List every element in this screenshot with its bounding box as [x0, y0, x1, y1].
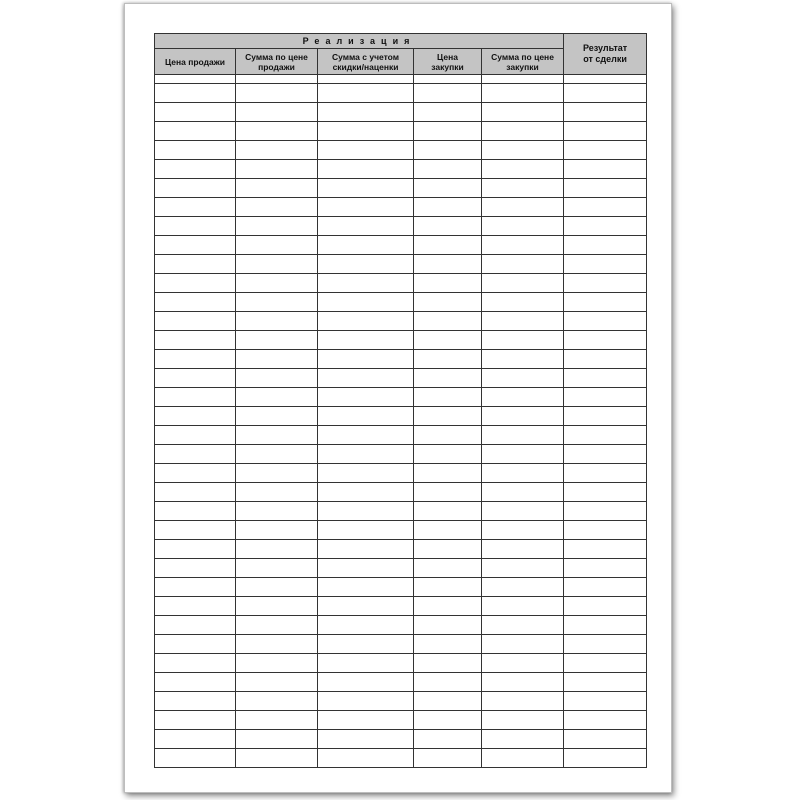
table-cell	[482, 198, 564, 217]
table-cell	[155, 597, 236, 616]
table-cell	[414, 255, 482, 274]
table-cell	[564, 84, 647, 103]
table-cell	[318, 141, 414, 160]
table-cell	[236, 179, 318, 198]
header-label-line: скидки/наценки	[332, 61, 399, 72]
table-cell	[564, 711, 647, 730]
table-cell	[564, 75, 647, 84]
table-cell	[318, 84, 414, 103]
table-cell	[236, 122, 318, 141]
table-row	[155, 312, 647, 331]
table-cell	[236, 578, 318, 597]
table-cell	[318, 673, 414, 692]
table-cell	[482, 540, 564, 559]
table-cell	[318, 654, 414, 673]
table-cell	[482, 616, 564, 635]
table-cell	[155, 331, 236, 350]
table-cell	[318, 255, 414, 274]
table-cell	[236, 673, 318, 692]
table-cell	[414, 84, 482, 103]
table-row	[155, 407, 647, 426]
table-cell	[318, 312, 414, 331]
table-cell	[564, 426, 647, 445]
table-cell	[236, 464, 318, 483]
table-row	[155, 616, 647, 635]
table-cell	[318, 407, 414, 426]
header-label-line: Результат	[582, 43, 628, 53]
table-row	[155, 540, 647, 559]
table-cell	[414, 502, 482, 521]
table-cell	[482, 141, 564, 160]
table-cell	[155, 160, 236, 179]
table-cell	[318, 578, 414, 597]
table-cell	[414, 141, 482, 160]
table-cell	[482, 217, 564, 236]
header-label-line: Цена продажи	[164, 56, 226, 67]
table-cell	[318, 559, 414, 578]
table-cell	[318, 426, 414, 445]
table-cell	[482, 331, 564, 350]
table-cell	[236, 103, 318, 122]
table-cell	[318, 483, 414, 502]
table-cell	[236, 236, 318, 255]
table-cell	[482, 711, 564, 730]
table-cell	[155, 692, 236, 711]
table-cell	[414, 350, 482, 369]
table-cell	[564, 654, 647, 673]
table-cell	[155, 84, 236, 103]
table-cell	[236, 75, 318, 84]
table-cell	[236, 293, 318, 312]
table-row	[155, 445, 647, 464]
table-cell	[564, 673, 647, 692]
table-cell	[236, 521, 318, 540]
table-row	[155, 274, 647, 293]
table-cell	[482, 673, 564, 692]
table-cell	[236, 84, 318, 103]
table-row	[155, 141, 647, 160]
table-cell	[236, 369, 318, 388]
table-cell	[482, 635, 564, 654]
table-cell	[155, 654, 236, 673]
table-cell	[414, 578, 482, 597]
table-cell	[236, 635, 318, 654]
table-cell	[236, 692, 318, 711]
header-spacer-row	[155, 75, 647, 84]
table-cell	[236, 597, 318, 616]
table-row	[155, 179, 647, 198]
table-cell	[564, 369, 647, 388]
table-cell	[236, 217, 318, 236]
table-cell	[318, 274, 414, 293]
table-cell	[482, 692, 564, 711]
table-cell	[236, 616, 318, 635]
table-cell	[564, 198, 647, 217]
table-cell	[155, 673, 236, 692]
table-cell	[414, 673, 482, 692]
table-cell	[236, 426, 318, 445]
table-cell	[414, 616, 482, 635]
table-row	[155, 331, 647, 350]
table-cell	[155, 198, 236, 217]
table-row	[155, 122, 647, 141]
table-cell	[564, 483, 647, 502]
table-cell	[155, 217, 236, 236]
table-cell	[564, 179, 647, 198]
table-row	[155, 293, 647, 312]
table-cell	[414, 483, 482, 502]
table-cell	[155, 635, 236, 654]
table-row	[155, 160, 647, 179]
table-cell	[155, 369, 236, 388]
table-cell	[564, 692, 647, 711]
table-cell	[155, 749, 236, 768]
table-cell	[482, 730, 564, 749]
table-cell	[414, 369, 482, 388]
table-row	[155, 711, 647, 730]
table-row	[155, 84, 647, 103]
table-cell	[318, 711, 414, 730]
table-cell	[155, 521, 236, 540]
table-cell	[482, 426, 564, 445]
table-cell	[155, 616, 236, 635]
header-purchase-amount	[482, 49, 564, 75]
table-cell	[155, 274, 236, 293]
table-cell	[564, 616, 647, 635]
table-cell	[414, 540, 482, 559]
table-cell	[564, 597, 647, 616]
table-cell	[236, 274, 318, 293]
table-cell	[482, 103, 564, 122]
table-cell	[318, 331, 414, 350]
table-cell	[318, 540, 414, 559]
table-cell	[155, 540, 236, 559]
table-cell	[318, 597, 414, 616]
table-cell	[564, 236, 647, 255]
header-sale-price	[155, 49, 236, 75]
table-cell	[414, 521, 482, 540]
table-cell	[414, 312, 482, 331]
table-cell	[318, 160, 414, 179]
table-cell	[482, 559, 564, 578]
table-cell	[414, 122, 482, 141]
table-cell	[236, 350, 318, 369]
table-cell	[236, 730, 318, 749]
table-cell	[564, 388, 647, 407]
table-cell	[318, 749, 414, 768]
table-cell	[155, 179, 236, 198]
table-cell	[236, 388, 318, 407]
table-cell	[318, 103, 414, 122]
table-cell	[564, 122, 647, 141]
sales-ledger-table	[154, 33, 647, 768]
table-cell	[236, 502, 318, 521]
table-cell	[318, 388, 414, 407]
header-label-line: Сумма с учетом	[331, 51, 400, 62]
table-cell	[318, 635, 414, 654]
table-cell	[414, 103, 482, 122]
table-cell	[318, 75, 414, 84]
table-cell	[482, 255, 564, 274]
table-row	[155, 730, 647, 749]
table-cell	[564, 502, 647, 521]
table-cell	[318, 217, 414, 236]
table-cell	[564, 521, 647, 540]
table-cell	[482, 312, 564, 331]
table-cell	[414, 445, 482, 464]
table-row	[155, 217, 647, 236]
table-cell	[564, 749, 647, 768]
header-label-line: от сделки	[583, 54, 627, 64]
table-cell	[564, 559, 647, 578]
header-deal-result	[564, 34, 647, 75]
header-label-line: закупки	[431, 61, 464, 72]
table-cell	[236, 407, 318, 426]
table-cell	[414, 711, 482, 730]
table-cell	[414, 75, 482, 84]
table-cell	[155, 426, 236, 445]
table-cell	[236, 198, 318, 217]
table-cell	[414, 388, 482, 407]
table-row	[155, 103, 647, 122]
table-cell	[414, 730, 482, 749]
table-row	[155, 673, 647, 692]
table-cell	[414, 160, 482, 179]
table-cell	[414, 654, 482, 673]
table-cell	[564, 540, 647, 559]
header-label-line: Сумма по цене	[491, 51, 554, 62]
table-cell	[564, 217, 647, 236]
table-cell	[482, 369, 564, 388]
table-row	[155, 692, 647, 711]
table-cell	[155, 141, 236, 160]
table-cell	[564, 635, 647, 654]
table-cell	[482, 388, 564, 407]
table-row	[155, 483, 647, 502]
table-cell	[564, 350, 647, 369]
table-row	[155, 369, 647, 388]
table-cell	[482, 445, 564, 464]
header-label-line: Цена	[437, 51, 458, 62]
table-cell	[564, 103, 647, 122]
table-cell	[414, 274, 482, 293]
table-row	[155, 502, 647, 521]
table-row	[155, 464, 647, 483]
table-row	[155, 198, 647, 217]
table-cell	[564, 464, 647, 483]
table-cell	[482, 464, 564, 483]
table-cell	[414, 464, 482, 483]
table-cell	[318, 730, 414, 749]
table-cell	[236, 483, 318, 502]
table-cell	[482, 502, 564, 521]
header-label-line: Сумма по цене	[245, 51, 308, 62]
table-cell	[155, 312, 236, 331]
table-cell	[414, 198, 482, 217]
table-row	[155, 388, 647, 407]
table-cell	[155, 711, 236, 730]
table-cell	[155, 293, 236, 312]
table-cell	[414, 293, 482, 312]
table-cell	[155, 236, 236, 255]
table-cell	[564, 331, 647, 350]
table-cell	[318, 236, 414, 255]
table-cell	[414, 179, 482, 198]
table-cell	[414, 635, 482, 654]
table-row	[155, 654, 647, 673]
table-cell	[414, 236, 482, 255]
table-cell	[564, 578, 647, 597]
table-cell	[236, 654, 318, 673]
table-cell	[318, 521, 414, 540]
table-cell	[155, 407, 236, 426]
table-cell	[155, 103, 236, 122]
table-cell	[482, 654, 564, 673]
table-cell	[236, 255, 318, 274]
table-cell	[564, 445, 647, 464]
table-cell	[155, 559, 236, 578]
table-cell	[564, 255, 647, 274]
table-cell	[318, 616, 414, 635]
table-cell	[318, 502, 414, 521]
table-row	[155, 578, 647, 597]
table-cell	[414, 426, 482, 445]
table-cell	[482, 84, 564, 103]
table-cell	[564, 293, 647, 312]
table-cell	[482, 236, 564, 255]
table-cell	[236, 749, 318, 768]
table-cell	[482, 521, 564, 540]
table-cell	[236, 312, 318, 331]
table-cell	[318, 179, 414, 198]
table-row	[155, 635, 647, 654]
table-cell	[414, 217, 482, 236]
table-cell	[236, 331, 318, 350]
table-cell	[482, 274, 564, 293]
table-cell	[564, 160, 647, 179]
table-row	[155, 426, 647, 445]
table-row	[155, 236, 647, 255]
header-discount-amount	[318, 49, 414, 75]
ledger-body	[155, 75, 647, 768]
table-cell	[155, 578, 236, 597]
table-cell	[155, 445, 236, 464]
table-row	[155, 559, 647, 578]
header-label-line: продажи	[258, 61, 295, 72]
table-row	[155, 521, 647, 540]
table-cell	[155, 75, 236, 84]
table-cell	[318, 198, 414, 217]
header-purchase-price	[414, 49, 482, 75]
table-cell	[155, 350, 236, 369]
table-cell	[482, 293, 564, 312]
table-cell	[414, 407, 482, 426]
table-row	[155, 597, 647, 616]
header-label-line: закупки	[506, 61, 539, 72]
table-cell	[564, 274, 647, 293]
table-cell	[482, 350, 564, 369]
table-cell	[155, 122, 236, 141]
table-cell	[564, 141, 647, 160]
table-cell	[318, 445, 414, 464]
table-cell	[318, 464, 414, 483]
group-header-sales: Реализация	[155, 34, 564, 49]
table-cell	[482, 749, 564, 768]
table-cell	[318, 122, 414, 141]
table-cell	[236, 445, 318, 464]
table-cell	[482, 75, 564, 84]
table-row	[155, 749, 647, 768]
header-sale-amount	[236, 49, 318, 75]
table-cell	[155, 388, 236, 407]
table-cell	[155, 255, 236, 274]
table-cell	[155, 730, 236, 749]
table-cell	[482, 179, 564, 198]
table-cell	[414, 749, 482, 768]
table-cell	[414, 559, 482, 578]
table-cell	[318, 293, 414, 312]
table-row	[155, 255, 647, 274]
table-cell	[318, 692, 414, 711]
table-cell	[236, 141, 318, 160]
table-cell	[482, 578, 564, 597]
table-cell	[414, 692, 482, 711]
table-cell	[236, 711, 318, 730]
table-cell	[155, 483, 236, 502]
table-cell	[155, 464, 236, 483]
table-cell	[155, 502, 236, 521]
table-cell	[318, 350, 414, 369]
table-cell	[482, 597, 564, 616]
table-cell	[482, 483, 564, 502]
table-cell	[236, 160, 318, 179]
table-cell	[318, 369, 414, 388]
table-cell	[482, 160, 564, 179]
table-row	[155, 350, 647, 369]
table-cell	[564, 730, 647, 749]
table-cell	[564, 312, 647, 331]
table-cell	[236, 559, 318, 578]
table-cell	[236, 540, 318, 559]
table-cell	[564, 407, 647, 426]
table-cell	[482, 122, 564, 141]
table-cell	[482, 407, 564, 426]
table-cell	[414, 331, 482, 350]
table-cell	[414, 597, 482, 616]
